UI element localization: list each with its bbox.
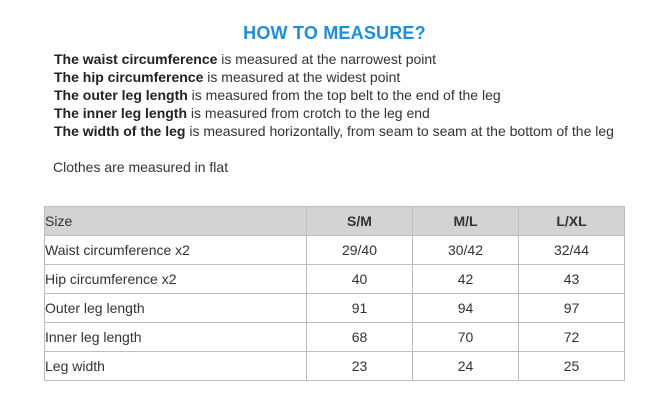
table-cell: 91 <box>307 294 413 323</box>
row-label: Inner leg length <box>45 323 307 352</box>
definition-text: is measured at the narrowest point <box>217 51 437 67</box>
definition-hip <box>54 68 614 86</box>
table-row <box>45 265 625 294</box>
definition-text: is measured from crotch to the leg end <box>187 105 430 121</box>
table-cell: 23 <box>307 352 413 381</box>
table-cell: 94 <box>413 294 519 323</box>
definition-term: The inner leg length <box>54 105 188 121</box>
header-sm: S/M <box>307 207 413 236</box>
measurement-definitions <box>54 50 614 140</box>
row-label: Waist circumference x2 <box>45 236 307 265</box>
definition-term: The hip circumference <box>54 69 204 85</box>
table-cell: 29/40 <box>307 236 413 265</box>
table-cell: 42 <box>413 265 519 294</box>
table-cell: 68 <box>307 323 413 352</box>
definition-text: is measured from the top belt to the end of the leg <box>187 87 501 103</box>
header-ml: M/L <box>413 207 519 236</box>
row-label: Leg width <box>45 352 307 381</box>
table-cell: 25 <box>519 352 625 381</box>
definition-term: The waist circumference <box>54 51 218 67</box>
size-table <box>44 206 625 381</box>
definition-inner-leg <box>54 104 614 122</box>
definition-outer-leg <box>54 86 614 104</box>
table-cell: 32/44 <box>519 236 625 265</box>
definition-waist <box>54 50 614 68</box>
page-title: HOW TO MEASURE? <box>243 23 426 43</box>
table-row <box>45 294 625 323</box>
header-size: Size <box>45 207 307 236</box>
definition-text: is measured at the widest point <box>203 69 401 85</box>
row-label: Hip circumference x2 <box>45 265 307 294</box>
definition-term: The width of the leg <box>54 123 186 139</box>
table-row <box>45 352 625 381</box>
table-cell: 70 <box>413 323 519 352</box>
table-cell: 43 <box>519 265 625 294</box>
row-label: Outer leg length <box>45 294 307 323</box>
table-row <box>45 236 625 265</box>
table-cell: 24 <box>413 352 519 381</box>
header-lxl: L/XL <box>519 207 625 236</box>
table-cell: 97 <box>519 294 625 323</box>
definition-leg-width <box>54 122 614 140</box>
measurement-note: Clothes are measured in flat <box>53 159 229 175</box>
definition-term: The outer leg length <box>54 87 188 103</box>
table-cell: 40 <box>307 265 413 294</box>
table-row <box>45 323 625 352</box>
table-cell: 72 <box>519 323 625 352</box>
table-cell: 30/42 <box>413 236 519 265</box>
table-header-row <box>45 207 625 236</box>
definition-text: is measured horizontally, from seam to seam at the bottom of the leg <box>185 123 614 139</box>
